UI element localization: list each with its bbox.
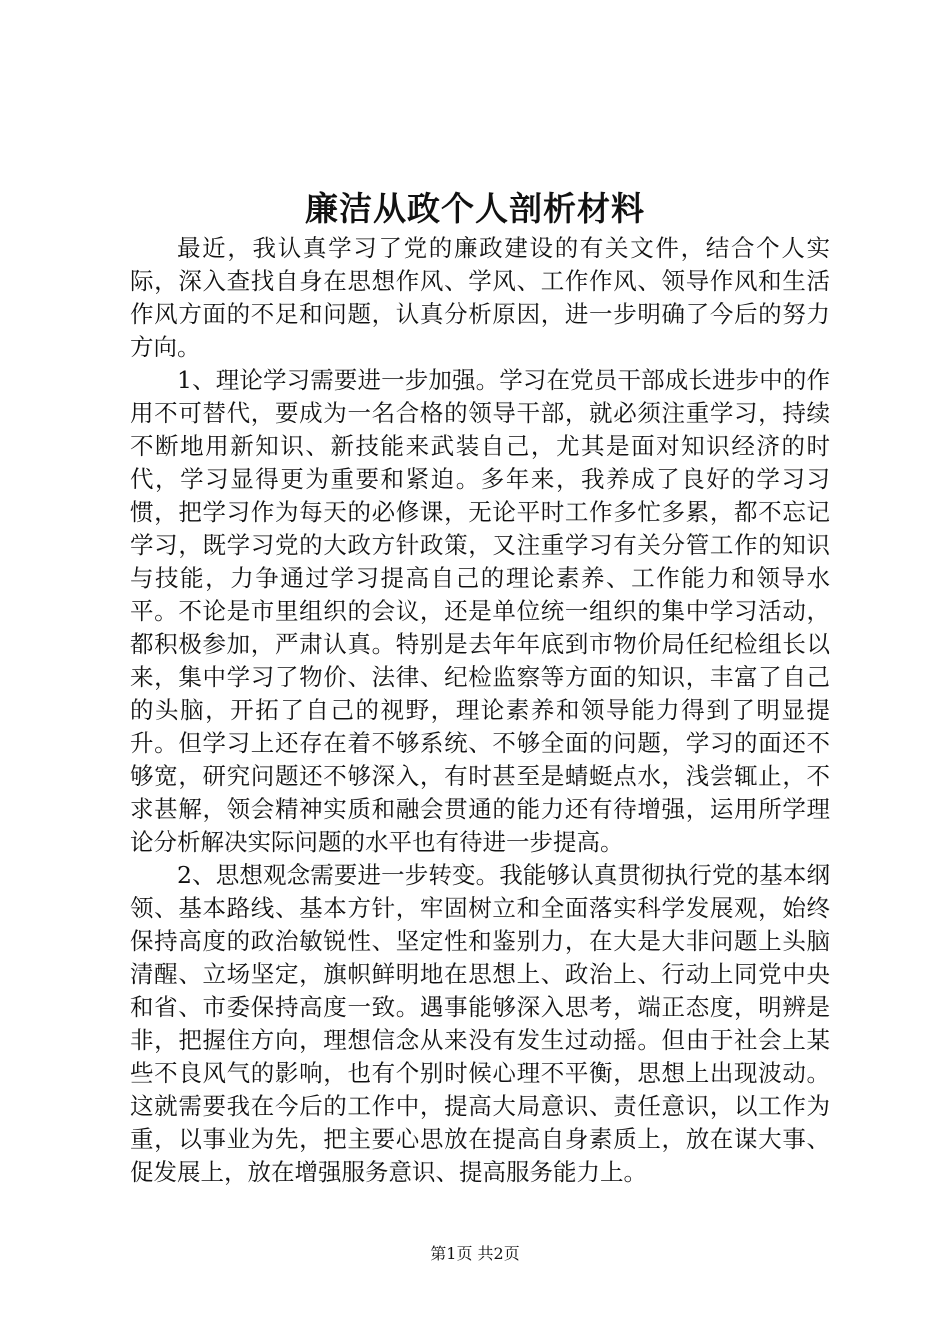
paragraph-theory-study: 1、理论学习需要进一步加强。学习在党员干部成长进步中的作用不可替代，要成为一名合格的领导干部，就必须注重学习，持续不断地用新知识、新技能来武装自己，尤其是面对知识经济的时代，学习显得更为重要和紧迫。多年来，我养成了良好的学习习惯，把学习作为每天的必修课，无论平时工作多忙多累，都不忘记学习，既学习党的大政方针政策，又注重学习有关分管工作的知识与技能，力争通过学习提高自己的理论素养、工作能力和领导水平。不论是市里组织的会议，还是单位统一组织的集中学习活动，都积极参加，严肃认真。特别是去年年底到市物价局任纪检组长以来，集中学习了物价、法律、纪检监察等方面的知识，丰富了自己的头脑，开拓了自己的视野，理论素养和领导能力得到了明显提升。但学习上还存在着不够系统、不够全面的问题，学习的面还不够宽，研究问题还不够深入，有时甚至是蜻蜓点水，浅尝辄止，不求甚解，领会精神实质和融会贯通的能力还有待增强，运用所学理论分析解决实际问题的水平也有待进一步提高。 [130, 366, 830, 856]
document-title: 廉洁从政个人剖析材料 [305, 189, 645, 228]
document-body [130, 232, 830, 1189]
page-number-footer: 第1页 共2页 [430, 1244, 520, 1263]
paragraph-intro: 最近，我认真学习了党的廉政建设的有关文件，结合个人实际，深入查找自身在思想作风、学风、工作作风、领导作风和生活作风方面的不足和问题，认真分析原因，进一步明确了今后的努力方向。 [130, 234, 830, 361]
paragraph-thinking: 2、思想观念需要进一步转变。我能够认真贯彻执行党的基本纲领、基本路线、基本方针，牢固树立和全面落实科学发展观，始终保持高度的政治敏锐性、坚定性和鉴别力，在大是大非问题上头脑清醒、立场坚定，旗帜鲜明地在思想上、政治上、行动上同党中央和省、市委保持高度一致。遇事能够深入思考，端正态度，明辨是非，把握住方向，理想信念从来没有发生过动摇。但由于社会上某些不良风气的影响，也有个别时候心理不平衡，思想上出现波动。这就需要我在今后的工作中，提高大局意识、责任意识，以工作为重，以事业为先，把主要心思放在提高自身素质上，放在谋大事、促发展上，放在增强服务意识、提高服务能力上。 [130, 861, 830, 1186]
